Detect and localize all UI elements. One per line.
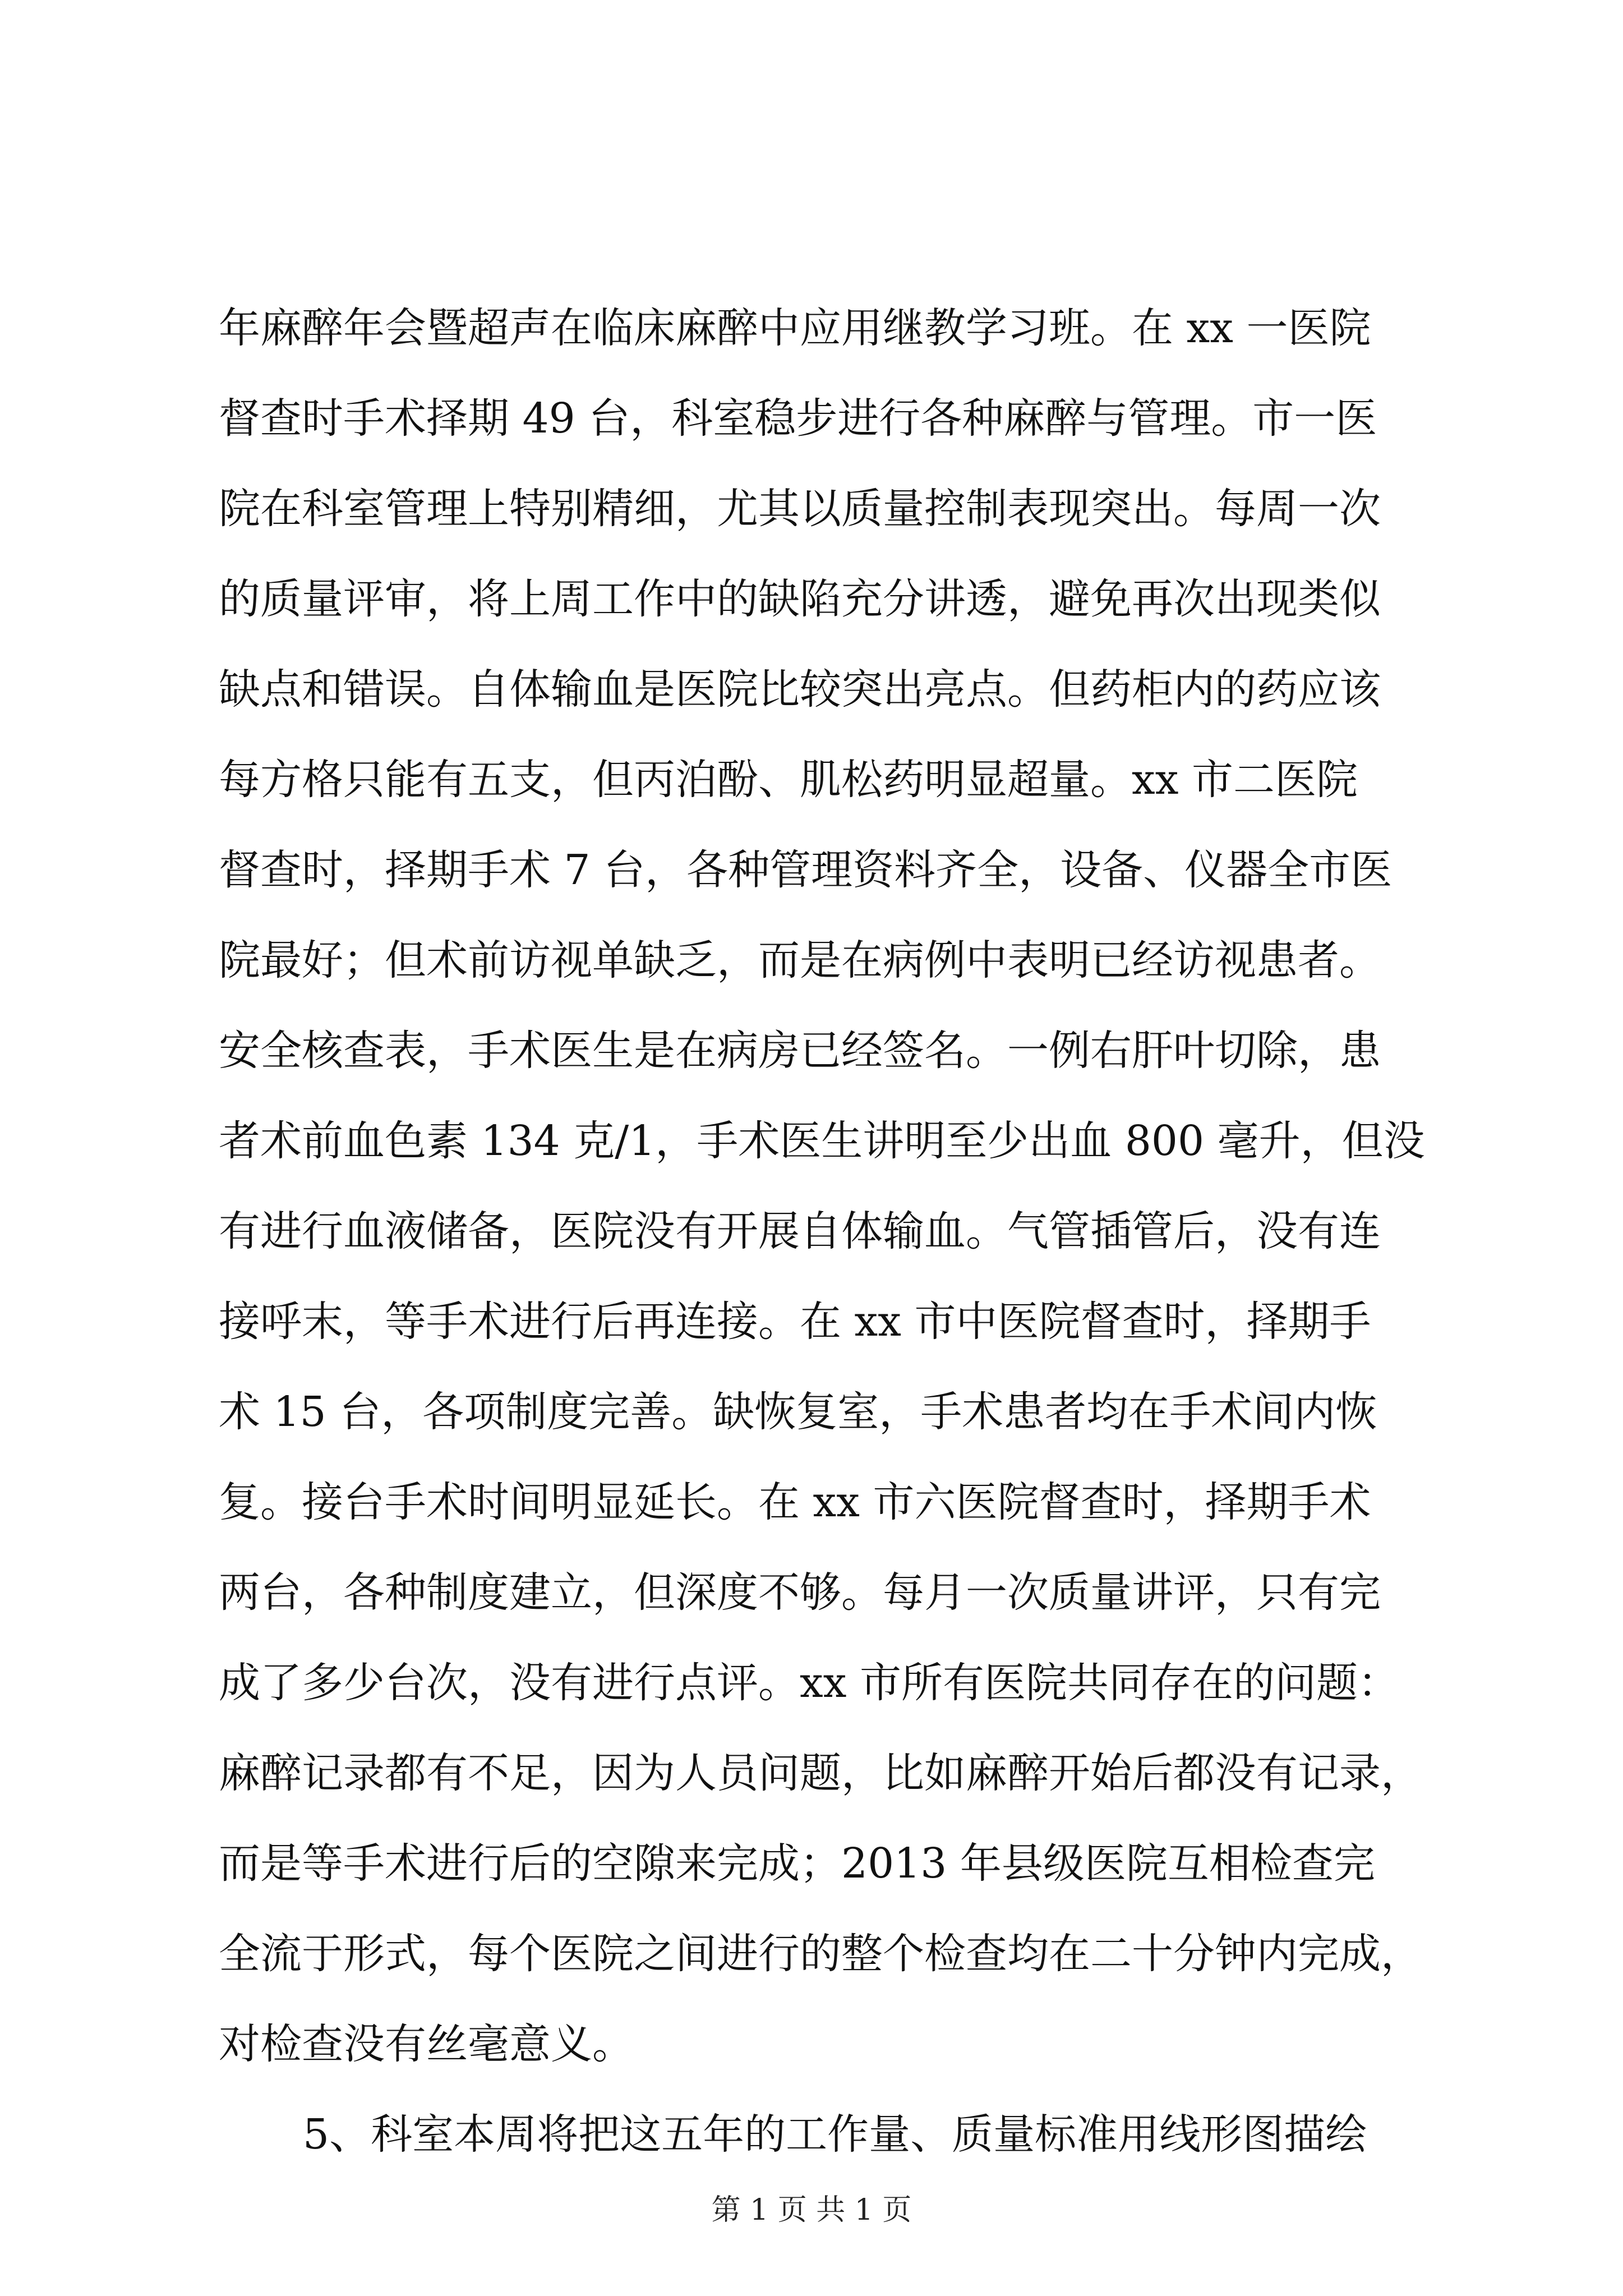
paragraph-5-start: 5、科室本周将把这五年的工作量、质量标准用线形图描绘 (303, 2110, 1367, 2159)
body-line-6: 每方格只能有五支，但丙泊酚、肌松药明显超量。xx 市二医院 (219, 756, 1358, 804)
body-line-14: 复。接台手术时间明显延长。在 xx 市六医院督查时，择期手术 (219, 1478, 1371, 1526)
body-line-12: 接呼末，等手术进行后再连接。在 xx 市中医院督查时，择期手 (219, 1297, 1371, 1346)
body-line-16: 成了多少台次，没有进行点评。xx 市所有医院共同存在的问题： (219, 1659, 1399, 1707)
body-line-15: 两台，各种制度建立，但深度不够。每月一次质量讲评，只有完 (219, 1568, 1381, 1617)
body-line-5: 缺点和错误。自体输血是医院比较突出亮点。但药柜内的药应该 (219, 665, 1381, 714)
body-line-9: 安全核查表，手术医生是在病房已经签名。一例右肝叶切除，患 (219, 1027, 1381, 1075)
body-line-1: 年麻醉年会暨超声在临床麻醉中应用继教学习班。在 xx 一医院 (219, 304, 1371, 352)
body-line-18: 而是等手术进行后的空隙来完成；2013 年县级医院互相检查完 (219, 1839, 1375, 1888)
body-line-8: 院最好；但术前访视单缺乏，而是在病例中表明已经访视患者。 (219, 936, 1381, 984)
body-line-3: 院在科室管理上特别精细，尤其以质量控制表现突出。每周一次 (219, 485, 1381, 533)
body-line-17: 麻醉记录都有不足，因为人员问题，比如麻醉开始后都没有记录， (219, 1749, 1422, 1797)
page-number-footer: 第 1 页 共 1 页 (711, 2193, 912, 2227)
body-line-20: 对检查没有丝毫意义。 (219, 2020, 634, 2068)
body-line-4: 的质量评审，将上周工作中的缺陷充分讲透，避免再次出现类似 (219, 575, 1381, 623)
body-line-2: 督查时手术择期 49 台，科室稳步进行各种麻醉与管理。市一医 (219, 394, 1377, 443)
body-line-11: 有进行血液储备，医院没有开展自体输血。气管插管后，没有连 (219, 1207, 1381, 1255)
body-line-19: 全流于形式，每个医院之间进行的整个检查均在二十分钟内完成， (219, 1930, 1422, 1978)
body-line-13: 术 15 台，各项制度完善。缺恢复室，手术患者均在手术间内恢 (219, 1388, 1377, 1436)
body-line-7: 督查时，择期手术 7 台，各种管理资料齐全，设备、仪器全市医 (219, 846, 1393, 894)
body-line-10: 者术前血色素 134 克/1，手术医生讲明至少出血 800 毫升，但没 (219, 1117, 1425, 1165)
